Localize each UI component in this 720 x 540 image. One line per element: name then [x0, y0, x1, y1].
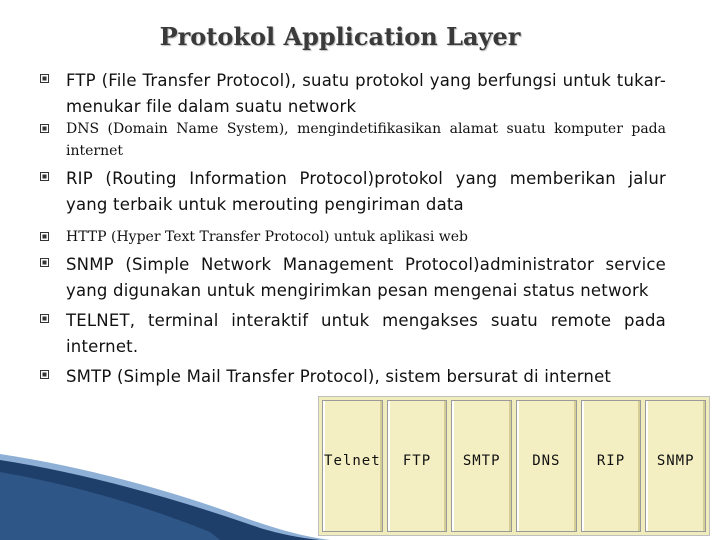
bullet-icon [40, 124, 49, 133]
protocol-cell-snmp [645, 400, 706, 532]
protocol-cell-label: SNMP [656, 453, 695, 469]
protocol-cell-label: RIP [596, 453, 626, 469]
bullet-icon [40, 314, 49, 323]
protocol-cell-label: FTP [402, 453, 432, 469]
decorative-wave [0, 450, 330, 540]
bullet-text-ftp: FTP (File Transfer Protocol), suatu protokol yang berfungsi untuk tukar-menukar file dalam suatu network [66, 71, 666, 116]
protocol-cell-label: Telnet [324, 453, 381, 469]
bullet-text-dns: DNS (Domain Name System), mengindetifikasikan alamat suatu komputer pada internet [66, 121, 666, 159]
bullet-text-http: HTTP (Hyper Text Transfer Protocol) untuk aplikasi web [66, 229, 468, 245]
bullet-text-smtp: SMTP (Simple Mail Transfer Protocol), sistem bersurat di internet [66, 367, 612, 386]
protocol-cell-label: DNS [532, 453, 561, 469]
bullet-icon [40, 74, 49, 83]
protocol-banner [318, 396, 710, 536]
bullet-icon [40, 232, 49, 241]
bullet-text-rip: RIP (Routing Information Protocol)protokol yang memberikan jalur yang terbaik untuk merouting pengiriman data [66, 169, 666, 214]
slide-title: Protokol Application Layer [159, 22, 521, 51]
protocol-cell-dns [516, 400, 577, 532]
protocol-cell-telnet [322, 400, 383, 532]
bullet-text-snmp: SNMP (Simple Network Management Protocol)administrator service yang digunakan untuk mengirimkan pesan mengenai status network [66, 255, 666, 300]
protocol-cell-label: SMTP [462, 453, 501, 469]
bullet-icon [40, 258, 49, 267]
protocol-cell-rip [581, 400, 642, 532]
bullet-icon [40, 370, 49, 379]
protocol-cell-ftp [387, 400, 448, 532]
bullet-text-telnet: TELNET, terminal interaktif untuk mengakses suatu remote pada internet. [66, 311, 666, 356]
protocol-cell-smtp [451, 400, 512, 532]
bullet-icon [40, 172, 49, 181]
